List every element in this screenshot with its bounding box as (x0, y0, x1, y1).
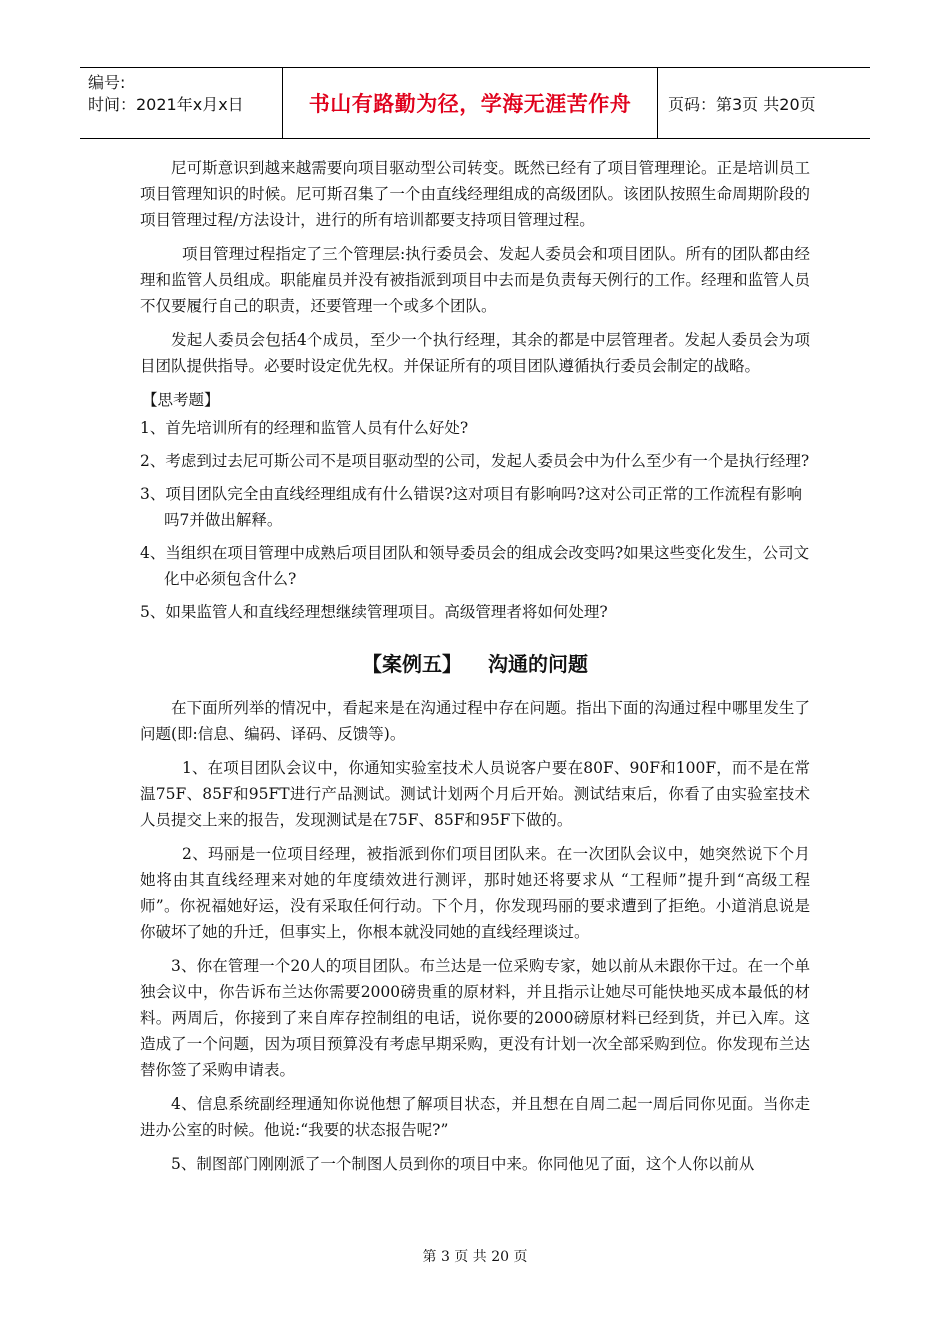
page-header (80, 67, 870, 139)
case-item: 2、玛丽是一位项目经理，被指派到你们项目团队来。在一次团队会议中，她突然说下个月她将由其直线经理来对她的年度绩效进行测评，那时她还将要求从 “工程师”提升到“高级工程师”。你祝福她好运，没有采取任何行动。下个月，你发现玛丽的要求遭到了拒绝。小道消息说是你破坏了她的升迁，但事实上，你根本就没同她的直线经理谈过。 (140, 845, 810, 941)
case-title: 沟通的问题 (488, 652, 588, 676)
document-body (140, 155, 810, 1185)
question-item: 2、考虑到过去尼可斯公司不是项目驱动型的公司，发起人委员会中为什么至少有一个是执行经理? (140, 452, 810, 470)
case-item: 4、信息系统副经理通知你说他想了解项目状态，并且想在自周二起一周后同你见面。当你走进办公室的时候。他说:“我要的状态报告呢?” (140, 1095, 810, 1139)
header-meta (80, 68, 283, 138)
question-item: 5、如果监管人和直线经理想继续管理项目。高级管理者将如何处理? (140, 603, 608, 621)
document-number-label: 编号: (88, 73, 126, 92)
header-page-info: 页码：第3页 共20页 (668, 94, 816, 114)
question-item: 3、项目团队完全由直线经理组成有什么错误?这对项目有影响吗?这对公司正常的工作流程有影响吗7并做出解释。 (140, 485, 802, 529)
question-item: 1、首先培训所有的经理和监管人员有什么好处? (140, 419, 469, 437)
intro-paragraph: 尼可斯意识到越来越需要向项目驱动型公司转变。既然已经有了项目管理理论。正是培训员工项目管理知识的时候。尼可斯召集了一个由直线经理组成的高级团队。该团队按照生命周期阶段的项目管理过程/方法设计，进行的所有培训都要支持项目管理过程。 (140, 159, 810, 229)
case-intro: 在下面所列举的情况中，看起来是在沟通过程中存在问题。指出下面的沟通过程中哪里发生了问题(即:信息、编码、译码、反馈等)。 (140, 699, 810, 743)
case-label: 【案例五】 (362, 652, 462, 676)
questions-title: 【思考题】 (142, 391, 220, 409)
page-footer: 第 3 页 共 20 页 (422, 1249, 528, 1265)
intro-paragraph: 项目管理过程指定了三个管理层:执行委员会、发起人委员会和项目团队。所有的团队都由经理和监管人员组成。职能雇员并没有被指派到项目中去而是负责每天例行的工作。经理和监管人员不仅要履行自己的职责，还要管理一个或多个团队。 (140, 245, 810, 315)
header-motto: 书山有路勤为径，学海无涯苦作舟 (283, 68, 658, 138)
question-item: 4、当组织在项目管理中成熟后项目团队和领导委员会的组成会改变吗?如果这些变化发生，公司文化中必须包含什么? (140, 544, 810, 588)
document-date-label: 时间：2021年x月x日 (88, 95, 244, 114)
case-item: 5、制图部门刚刚派了一个制图人员到你的项目中来。你同他见了面，这个人你以前从 (171, 1155, 755, 1173)
case-item: 1、在项目团队会议中，你通知实验室技术人员说客户要在80F、90F和100F，而不是在常温75F、85F和95FT进行产品测试。测试计划两个月后开始。测试结束后，你看了由实验室技术人员提交上来的报告，发现测试是在75F、85F和95F下做的。 (140, 759, 810, 829)
intro-paragraph: 发起人委员会包括4个成员，至少一个执行经理，其余的都是中层管理者。发起人委员会为项目团队提供指导。必要时设定优先权。并保证所有的项目团队遵循执行委员会制定的战略。 (140, 331, 810, 375)
case-item: 3、你在管理一个20人的项目团队。布兰达是一位采购专家，她以前从未跟你干过。在一个单独会议中，你告诉布兰达你需要2000磅贵重的原材料，并且指示让她尽可能快地买成本最低的材料。两周后，你接到了来自库存控制组的电话，说你要的2000磅原材料已经到货，并已入库。这造成了一个问题，因为项目预算没有考虑早期采购，更没有计划一次全部采购到位。你发现布兰达替你签了采购申请表。 (140, 957, 810, 1079)
case-heading (140, 651, 810, 677)
